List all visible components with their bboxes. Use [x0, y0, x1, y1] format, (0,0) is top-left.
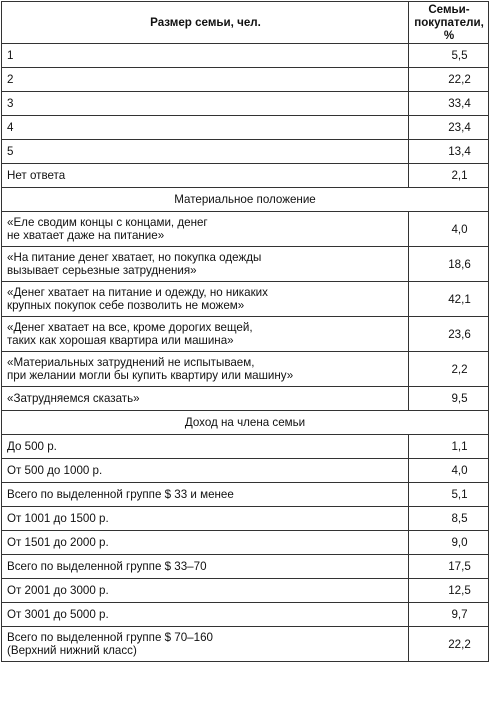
section-header-row: [2, 411, 489, 435]
row-label: От 1001 до 1500 р.: [2, 507, 409, 531]
row-percent-value: 22,2: [409, 68, 489, 92]
row-percent-value: 22,2: [409, 627, 489, 662]
table-row: [2, 317, 489, 352]
row-percent-value: 18,6: [409, 247, 489, 282]
row-label: «Денег хватает на все, кроме дорогих вещей, таких как хорошая квартира или машина»: [2, 317, 409, 352]
table-row: [2, 507, 489, 531]
row-percent-value: 8,5: [409, 507, 489, 531]
row-label: 4: [2, 116, 409, 140]
table-row: [2, 92, 489, 116]
table-row: [2, 603, 489, 627]
row-percent-value: 17,5: [409, 555, 489, 579]
table-row: [2, 483, 489, 507]
row-percent-value: 5,1: [409, 483, 489, 507]
section-header-label: Доход на члена семьи: [2, 411, 489, 435]
row-percent-value: 1,1: [409, 435, 489, 459]
row-percent-value: 9,7: [409, 603, 489, 627]
row-label: От 2001 до 3000 р.: [2, 579, 409, 603]
table-row: [2, 352, 489, 387]
table-row: [2, 44, 489, 68]
row-label: «Еле сводим концы с концами, денег не хватает даже на питание»: [2, 212, 409, 247]
row-percent-value: 12,5: [409, 579, 489, 603]
row-percent-value: 33,4: [409, 92, 489, 116]
table-row: [2, 212, 489, 247]
row-label: 1: [2, 44, 409, 68]
row-label: От 1501 до 2000 р.: [2, 531, 409, 555]
table-row: [2, 387, 489, 411]
survey-table: [1, 1, 489, 662]
row-percent-value: 9,5: [409, 387, 489, 411]
table-row: [2, 247, 489, 282]
table-row: [2, 164, 489, 188]
row-percent-value: 4,0: [409, 212, 489, 247]
table-row: [2, 579, 489, 603]
table-row: [2, 282, 489, 317]
row-label: Всего по выделенной группе $ 33–70: [2, 555, 409, 579]
table-row: [2, 140, 489, 164]
row-percent-value: 23,6: [409, 317, 489, 352]
row-percent-value: 5,5: [409, 44, 489, 68]
row-percent-value: 9,0: [409, 531, 489, 555]
table-row: [2, 68, 489, 92]
section-header-row: [2, 188, 489, 212]
row-label: До 500 р.: [2, 435, 409, 459]
table-body: [2, 44, 489, 662]
row-percent-value: 23,4: [409, 116, 489, 140]
row-label: «Материальных затруднений не испытываем, при желании могли бы купить квартиру или машину»: [2, 352, 409, 387]
row-label: 3: [2, 92, 409, 116]
row-label: Всего по выделенной группе $ 70–160 (Верхний нижний класс): [2, 627, 409, 662]
row-label: «Денег хватает на питание и одежду, но никаких крупных покупок себе позволить не можем»: [2, 282, 409, 317]
row-label: 5: [2, 140, 409, 164]
table-row: [2, 627, 489, 662]
row-label: Нет ответа: [2, 164, 409, 188]
table-header-row: [2, 2, 489, 44]
table-row: [2, 459, 489, 483]
row-label: 2: [2, 68, 409, 92]
table-row: [2, 555, 489, 579]
row-label: «Затрудняемся сказать»: [2, 387, 409, 411]
row-percent-value: 2,2: [409, 352, 489, 387]
header-family-size: Размер семьи, чел.: [2, 2, 409, 44]
header-buyer-families-percent: Семьи- покупатели, %: [409, 2, 489, 44]
row-label: Всего по выделенной группе $ 33 и менее: [2, 483, 409, 507]
row-label: От 500 до 1000 р.: [2, 459, 409, 483]
row-percent-value: 42,1: [409, 282, 489, 317]
row-percent-value: 13,4: [409, 140, 489, 164]
table-row: [2, 116, 489, 140]
section-header-label: Материальное положение: [2, 188, 489, 212]
row-label: «На питание денег хватает, но покупка одежды вызывает серьезные затруднения»: [2, 247, 409, 282]
table-row: [2, 435, 489, 459]
table-row: [2, 531, 489, 555]
row-percent-value: 2,1: [409, 164, 489, 188]
row-label: От 3001 до 5000 р.: [2, 603, 409, 627]
row-percent-value: 4,0: [409, 459, 489, 483]
